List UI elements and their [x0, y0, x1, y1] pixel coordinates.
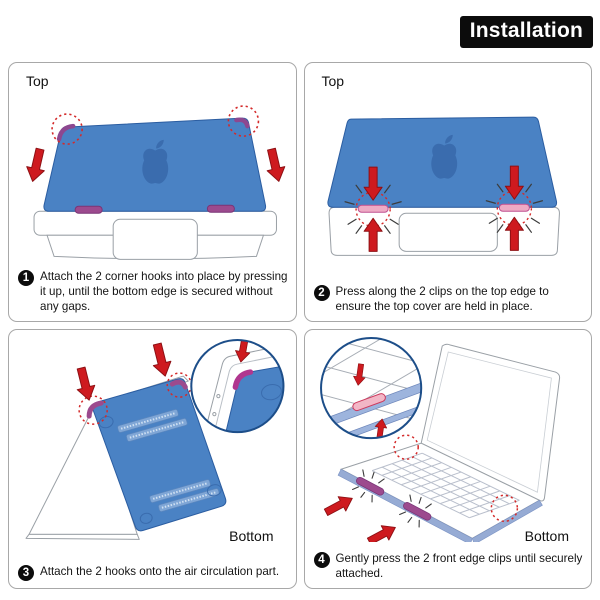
- step-1-illustration: [9, 63, 296, 269]
- press-arrow-icon: [365, 520, 399, 542]
- step-1-panel: [8, 62, 297, 322]
- press-arrow-icon: [263, 147, 288, 183]
- step-1-instruction: Attach the 2 corner hooks into place by pressing it up, until the bottom edge is secured without any gaps.: [40, 269, 288, 313]
- step-3-number-badge: 3: [18, 565, 34, 581]
- view-label-top: Top: [26, 73, 49, 89]
- edge-clip: [207, 205, 234, 212]
- page-title: Installation: [460, 16, 593, 48]
- view-label-top: Top: [321, 73, 345, 89]
- magnifier-detail: [191, 335, 295, 450]
- step-3-panel: [8, 329, 297, 589]
- step-3-illustration: [9, 330, 296, 542]
- edge-clip: [75, 206, 102, 213]
- step-4-caption: [314, 551, 587, 581]
- view-label-bottom: Bottom: [524, 528, 569, 544]
- step-2-illustration: [305, 63, 592, 269]
- steps-grid: [8, 62, 592, 589]
- step-3-instruction: Attach the 2 hooks onto the air circulation part.: [40, 565, 280, 578]
- view-label-bottom: Bottom: [229, 528, 274, 544]
- press-arrow-icon: [322, 491, 356, 519]
- step-3-caption: [18, 564, 291, 581]
- step-4-number-badge: 4: [314, 552, 330, 568]
- step-4-instruction: Gently press the 2 front edge clips until securely attached.: [335, 551, 583, 580]
- laptop-base: [329, 207, 559, 255]
- edge-clip: [358, 205, 388, 212]
- press-arrow-icon: [149, 342, 174, 378]
- step-4-illustration: [305, 330, 592, 542]
- step-2-caption: [314, 284, 587, 314]
- step-1-number-badge: 1: [18, 270, 34, 286]
- laptop-base: [34, 211, 276, 259]
- step-2-panel: [304, 62, 593, 322]
- press-arrow-icon: [24, 147, 49, 183]
- step-2-instruction: Press along the 2 clips on the top edge to ensure the top cover are held in place.: [335, 284, 549, 313]
- step-2-number-badge: 2: [314, 285, 330, 301]
- press-arrow-icon: [72, 366, 97, 402]
- edge-clip: [499, 204, 529, 211]
- step-1-caption: [18, 269, 291, 314]
- step-4-panel: [304, 329, 593, 589]
